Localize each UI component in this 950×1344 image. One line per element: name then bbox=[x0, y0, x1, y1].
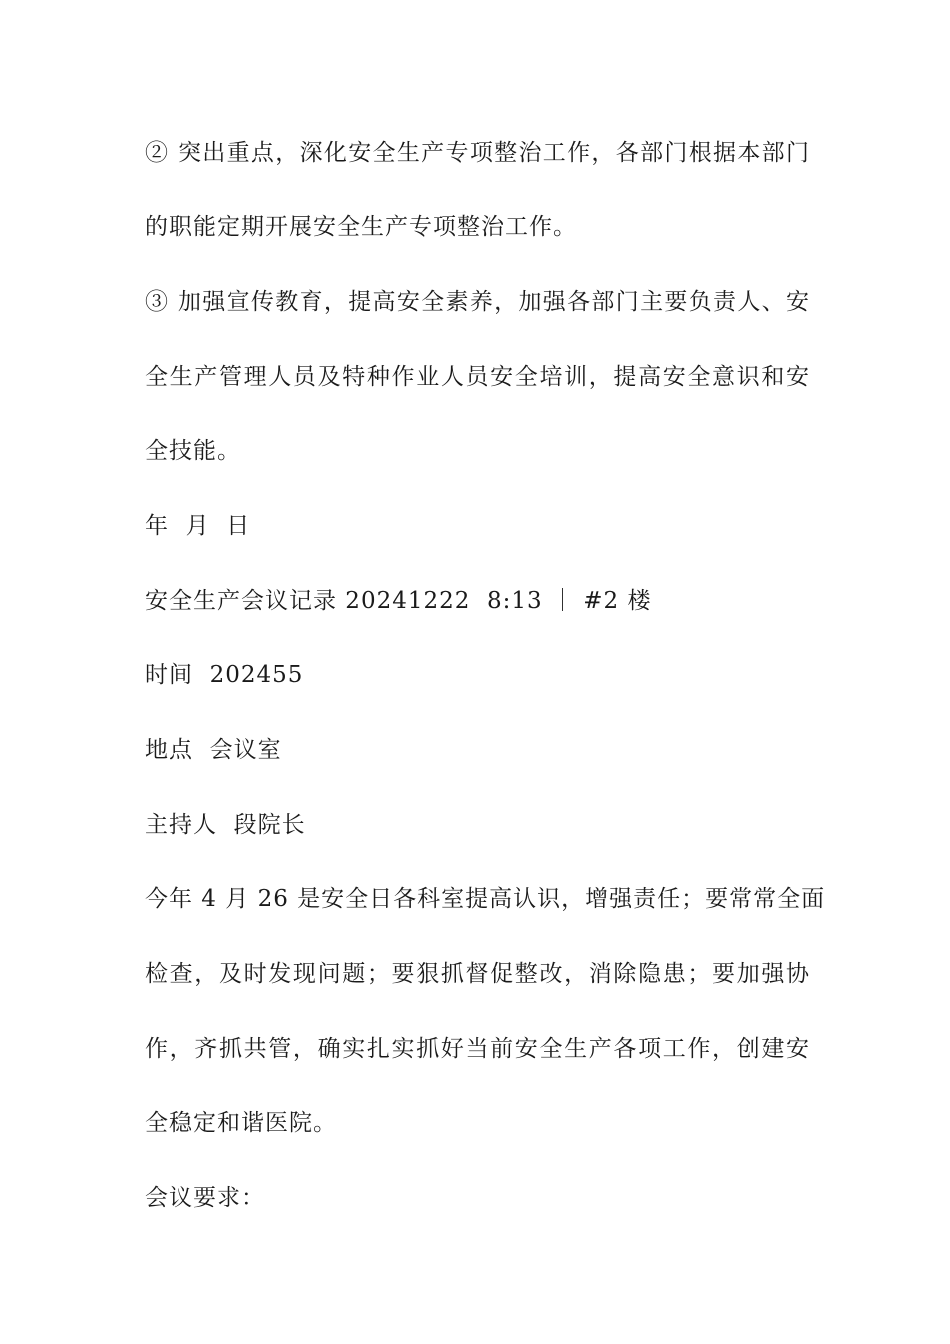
meeting-location: 地点 会议室 bbox=[145, 737, 282, 763]
date-placeholder: 年 月 日 bbox=[145, 513, 251, 539]
post-header: 安全生产会议记录 20241222 8:13 ｜ #2 楼 bbox=[145, 588, 652, 614]
section-heading: 会议要求： bbox=[145, 1185, 265, 1211]
paragraph-line: 作，齐抓共管，确实扎实抓好当前安全生产各项工作，创建安 bbox=[145, 1036, 810, 1062]
meeting-host: 主持人 段院长 bbox=[145, 812, 306, 838]
paragraph-line: 检查，及时发现问题；要狠抓督促整改，消除隐患；要加强协 bbox=[145, 961, 810, 987]
paragraph-line: ③ 加强宣传教育，提高安全素养，加强各部门主要负责人、安 bbox=[145, 289, 810, 315]
paragraph-line: 全技能。 bbox=[145, 438, 241, 464]
paragraph-line: 今年 4 月 26 是安全日各科室提高认识，增强责任；要常常全面 bbox=[145, 886, 826, 912]
paragraph-line: 的职能定期开展安全生产专项整治工作。 bbox=[145, 214, 577, 240]
paragraph-line: 全生产管理人员及特种作业人员安全培训，提高安全意识和安 bbox=[145, 364, 810, 390]
paragraph-line: ② 突出重点，深化安全生产专项整治工作，各部门根据本部门 bbox=[145, 140, 810, 166]
meeting-time: 时间 202455 bbox=[145, 662, 304, 688]
paragraph-line: 全稳定和谐医院。 bbox=[145, 1110, 337, 1136]
